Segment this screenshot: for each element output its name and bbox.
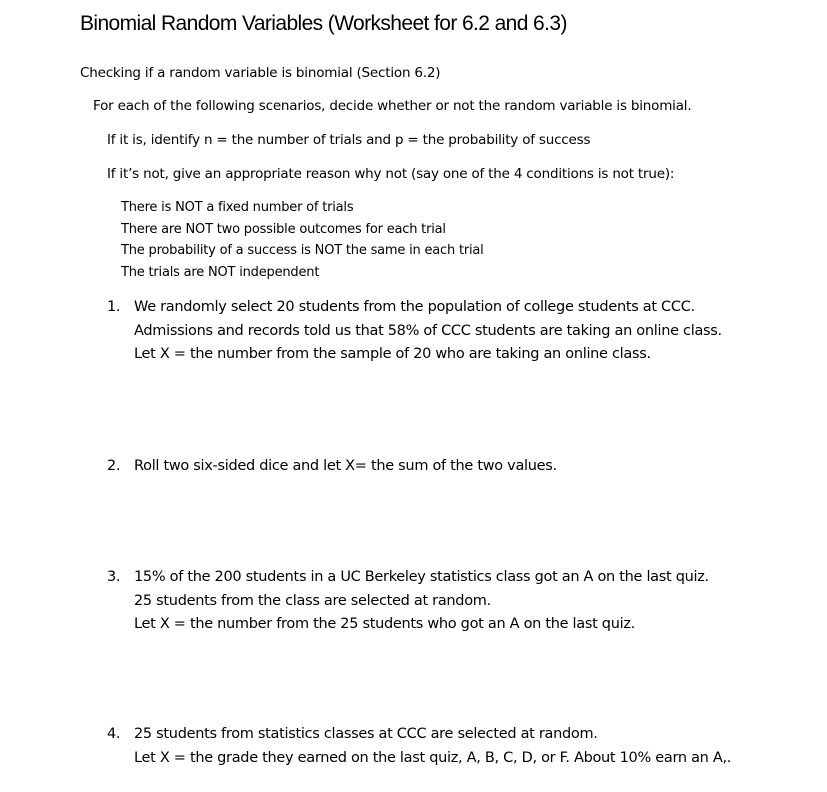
question-number: 3. [107,569,121,585]
question-text-line: Let X = the number from the sample of 20 who are taking an online class. [134,346,651,362]
question-number: 4. [107,726,121,742]
condition-item: The trials are NOT independent [121,265,320,280]
condition-item: There are NOT two possible outcomes for each trial [121,222,446,237]
question-text-line: Admissions and records told us that 58% of CCC students are taking an online class. [134,322,722,339]
rule-if-binomial: If it is, identify n = the number of trials and p = the probability of success [107,132,591,148]
instructions-intro: For each of the following scenarios, decide whether or not the random variable is binomial. [93,98,692,114]
question-text-line: Let X = the number from the 25 students who got an A on the last quiz. [134,616,635,632]
condition-item: There is NOT a fixed number of trials [121,200,354,215]
section-heading: Checking if a random variable is binomial (Section 6.2) [80,65,441,81]
question-text-line: 25 students from the class are selected at random. [134,592,491,609]
question-text-line: We randomly select 20 students from the population of college students at CCC. [134,299,695,315]
question-number: 1. [107,299,121,315]
question-number: 2. [107,458,121,474]
question-text-line: 15% of the 200 students in a UC Berkeley statistics class got an A on the last quiz. [134,569,709,585]
condition-item: The probability of a success is NOT the same in each trial [121,243,484,258]
question-text-line: Roll two six-sided dice and let X= the sum of the two values. [134,458,557,474]
question-text-line: Let X = the grade they earned on the last quiz, A, B, C, D, or F. About 10% earn an A,. [134,749,732,766]
question-text-line: 25 students from statistics classes at CCC are selected at random. [134,726,598,742]
rule-if-not-binomial: If it’s not, give an appropriate reason why not (say one of the 4 conditions is not true): [107,166,675,182]
worksheet-title: Binomial Random Variables (Worksheet for 6.2 and 6.3) [80,12,567,35]
